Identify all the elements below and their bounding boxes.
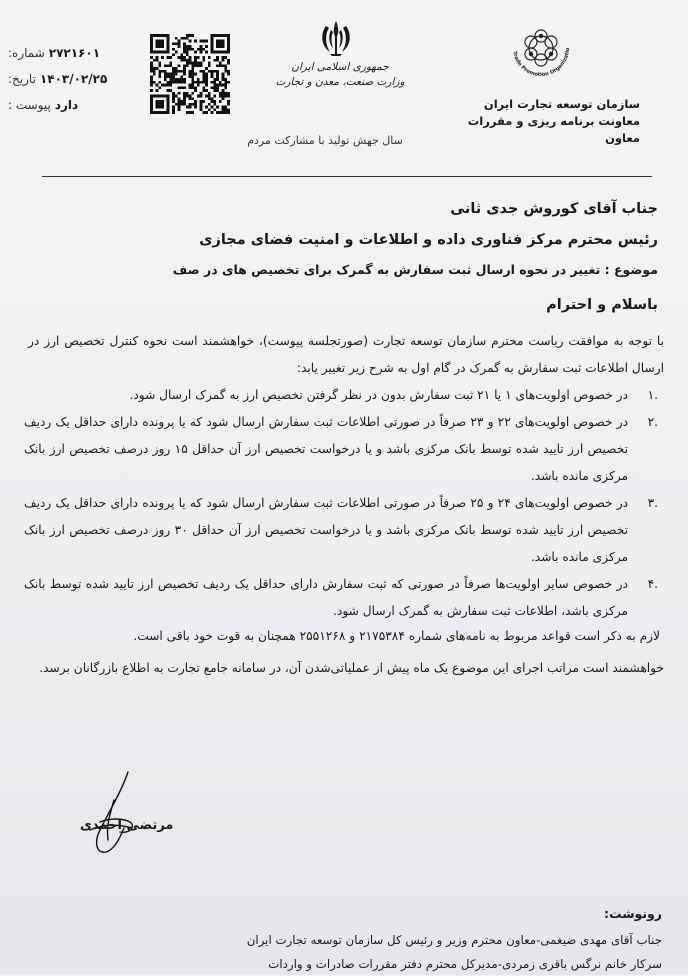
subject-line: موضوع : تغییر در نحوه ارسال ثبت سفارش به گمرک برای تخصیص های در صف: [172, 262, 658, 277]
item-number: .۴: [647, 577, 658, 591]
date-row: [8, 66, 128, 92]
number-value: ۲۷۲۱۶۰۱: [48, 46, 101, 60]
org-name: سازمان توسعه تجارت ایران: [483, 97, 640, 111]
org-info: [440, 96, 640, 147]
note-paragraph-1: لازم به ذکر است قواعد مربوط به نامه‌های شماره ۲۱۷۵۳۸۴ و ۲۵۵۱۲۶۸ همچنان به قوت خود باقی است.: [133, 629, 660, 643]
svg-text:Trade Promotion Organization o: [505, 12, 571, 78]
letter-meta: [8, 40, 128, 118]
item-number: .۳: [647, 496, 658, 510]
signature-icon: [70, 770, 190, 860]
tpo-logo-icon: [505, 12, 577, 84]
date-value: ۱۴۰۳/۰۲/۲۵: [39, 72, 108, 86]
list-item: [24, 409, 664, 490]
cc-line: سرکار خانم نرگس باقری زمردی-مدیرکل محترم دفتر مقررات صادرات و واردات: [268, 957, 662, 971]
cc-list: [247, 928, 662, 976]
header-divider: [42, 176, 652, 177]
item-text: در خصوص اولویت‌های ۱ یا ۲۱ ثبت سفارش بدون در نظر گرفتن تخصیص ارز به گمرک ارسال شود.: [129, 388, 628, 402]
org-role: معاون: [605, 131, 640, 145]
intro-paragraph: با توجه به موافقت ریاست محترم سازمان توسعه تجارت (صورتجلسه پیوست)، خواهشمند است نحوه کنترل تخصیص ارز در ارسال اطلاعات ثبت سفارش به گمرک در گام اول به شرح زیر تغییر یابد:: [28, 334, 664, 375]
recipient-block: [199, 194, 658, 256]
item-number: .۱: [647, 388, 658, 402]
list-item: [24, 571, 664, 625]
gov-line-1: جمهوری اسلامی ایران: [291, 61, 389, 73]
item-text: در خصوص اولویت‌های ۲۴ و ۲۵ صرفاً در صورتی اطلاعات ثبت سفارش ارسال شود که یا پرونده دارای حداقل یک ردیف تخصیص ارز تایید شده توسط بانک مرکزی باشد و یا درخواست تخصیص ارز آن حداقل ۳۰ روز درصف تخصیص ارز بانک مرکزی مانده باشد.: [24, 496, 629, 564]
item-number: .۲: [647, 415, 658, 429]
items-list: [24, 382, 664, 625]
recipient-name: جناب آقای کوروش جدی ثانی: [450, 201, 658, 217]
number-row: [8, 40, 128, 66]
signer-name: مرتضی احمدی: [80, 818, 174, 833]
date-label: تاریخ:: [8, 72, 36, 86]
cc-title: رونوشت:: [603, 906, 662, 921]
number-label: شماره:: [8, 46, 45, 60]
org-dept: معاونت برنامه ریزی و مقررات: [467, 114, 640, 128]
greeting: باسلام و احترام: [546, 297, 658, 313]
attachment-row: [8, 92, 128, 118]
list-item: [24, 382, 664, 409]
tpo-logo-text: Trade Promotion Organizatio: [511, 47, 572, 79]
gov-header: [250, 60, 430, 90]
list-item: [24, 490, 664, 571]
gov-line-2: وزارت صنعت، معدن و تجارت: [275, 76, 405, 88]
slogan: سال جهش تولید با مشارکت مردم: [247, 134, 403, 147]
cc-line: جناب آقای مهدی ضیغمی-معاون محترم وزیر و رئیس کل سازمان توسعه تجارت ایران: [246, 933, 662, 947]
item-text: در خصوص اولویت‌های ۲۲ و ۲۳ صرفاً در صورتی اطلاعات ثبت سفارش ارسال شود که یا پرونده دارای حداقل یک ردیف تخصیص ارز تایید شده توسط بانک مرکزی باشد و یا درخواست تخصیص ارز آن حداقل ۱۵ روز درصف تخصیص ارز بانک مرکزی مانده باشد.: [24, 415, 629, 483]
attachment-value: دارد: [54, 98, 79, 112]
attachment-label: پیوست :: [8, 98, 51, 112]
recipient-title: رئیس محترم مرکز فناوری داده و اطلاعات و امنیت فضای مجازی: [199, 232, 658, 248]
qr-code[interactable]: [150, 34, 230, 114]
iran-emblem-icon: [316, 18, 356, 58]
item-text: در خصوص سایر اولویت‌ها صرفاً در صورتی که ثبت سفارش دارای حداقل یک ردیف تخصیص ارز تایید شده توسط بانک مرکزی باشد، اطلاعات ثبت سفارش به گمرک ارسال شود.: [24, 577, 628, 618]
note-paragraph-2: خواهشمند است مراتب اجرای این موضوع یک ماه پیش از عملیاتی‌شدن آن، در سامانه جامع تجارت به اطلاع بازرگانان برسد.: [39, 661, 664, 675]
